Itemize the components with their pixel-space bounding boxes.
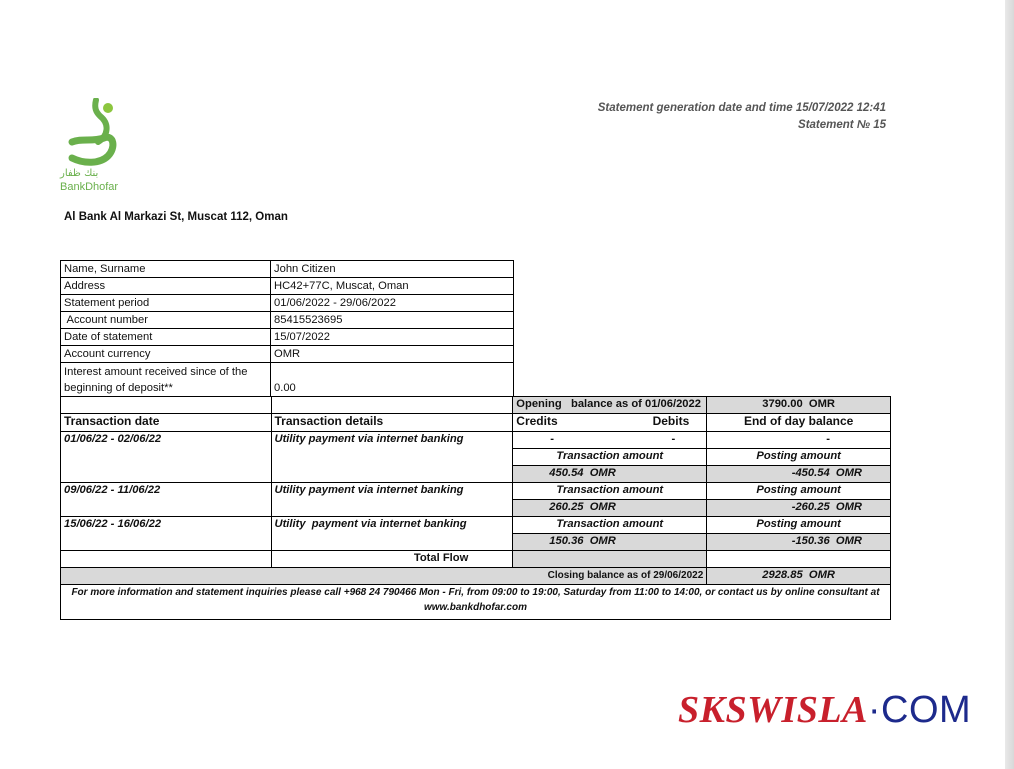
footer-row	[61, 585, 891, 620]
closing-balance: 2928.85 OMR	[707, 568, 891, 585]
footer-contact-info: For more information and statement inquiries please call +968 24 790466 Mon - Fri, from 09:00 to 19:00, Saturday from 11:00 to 14:00, or contact us by online consultant at www.bankdhofar.com	[61, 585, 891, 620]
page-edge	[1005, 0, 1014, 769]
transaction-amount: 450.54 OMR	[513, 466, 707, 483]
info-label: Address	[61, 278, 271, 295]
transaction-details: Utility payment via internet banking	[271, 483, 513, 517]
table-row	[61, 432, 891, 449]
table-row	[61, 483, 891, 500]
transaction-date: 01/06/22 - 02/06/22	[61, 432, 272, 483]
watermark	[678, 688, 971, 732]
closing-label: Closing balance as of 29/06/2022	[61, 568, 707, 585]
info-value: 15/07/2022	[271, 329, 514, 346]
info-value: John Citizen	[271, 261, 514, 278]
info-label: Statement period	[61, 295, 271, 312]
logo-name: BankDhofar	[60, 181, 119, 193]
transaction-date: 15/06/22 - 16/06/22	[61, 517, 272, 551]
col-end-of-day: End of day balance	[707, 414, 891, 432]
posting-amount: -260.25 OMR	[707, 500, 891, 517]
watermark-dot: ·	[867, 689, 882, 731]
total-flow-label: Total Flow	[271, 551, 513, 568]
transaction-amount: 260.25 OMR	[513, 500, 707, 517]
statement-header	[520, 100, 886, 134]
info-row	[61, 261, 514, 278]
transaction-date: 09/06/22 - 11/06/22	[61, 483, 272, 517]
opening-label: Opening balance as of 01/06/2022	[513, 397, 707, 414]
logo-arabic-text: بنك ظفار	[60, 168, 99, 179]
info-value: HC42+77C, Muscat, Oman	[271, 278, 514, 295]
transaction-details: Utility payment via internet banking	[271, 432, 513, 483]
opening-balance: 3790.00 OMR	[707, 397, 891, 414]
info-row	[61, 363, 514, 397]
col-credits-debits	[513, 414, 707, 432]
info-value: 85415523695	[271, 312, 514, 329]
opening-row	[61, 397, 891, 414]
total-flow-row	[61, 551, 891, 568]
transaction-amount-label: Transaction amount	[513, 449, 707, 466]
bank-address: Al Bank Al Markazi St, Muscat 112, Oman	[64, 211, 288, 223]
table-row	[61, 517, 891, 534]
eod-dash: -	[707, 432, 891, 449]
info-value: 0.00	[271, 363, 514, 397]
posting-amount-label: Posting amount	[707, 483, 891, 500]
info-row	[61, 312, 514, 329]
info-row	[61, 346, 514, 363]
posting-amount-label: Posting amount	[707, 517, 891, 534]
transaction-amount-label: Transaction amount	[513, 483, 707, 500]
posting-amount: -150.36 OMR	[707, 534, 891, 551]
generation-datetime: Statement generation date and time 15/07/2022 12:41	[597, 102, 886, 114]
watermark-tld: COM	[881, 689, 972, 731]
account-info-table	[60, 260, 514, 397]
info-label: Name, Surname	[61, 261, 271, 278]
col-transaction-details: Transaction details	[271, 414, 513, 432]
info-label: Account currency	[61, 346, 271, 363]
info-value: OMR	[271, 346, 514, 363]
credits-debits-dashes: - -	[513, 432, 707, 449]
col-debits: Debits	[652, 414, 690, 428]
info-row	[61, 278, 514, 295]
posting-amount: -450.54 OMR	[707, 466, 891, 483]
transaction-details: Utility payment via internet banking	[271, 517, 513, 551]
col-credits: Credits	[516, 414, 558, 428]
transaction-amount: 150.36 OMR	[513, 534, 707, 551]
info-label: Account number	[61, 312, 271, 329]
transaction-amount-label: Transaction amount	[513, 517, 707, 534]
closing-row	[61, 568, 891, 585]
info-row	[61, 329, 514, 346]
table-header	[61, 414, 891, 432]
watermark-brand: SKSWISLA	[678, 689, 868, 731]
info-row	[61, 295, 514, 312]
info-value: 01/06/2022 - 29/06/2022	[271, 295, 514, 312]
col-transaction-date: Transaction date	[61, 414, 272, 432]
transactions-table	[60, 396, 891, 620]
posting-amount-label: Posting amount	[707, 449, 891, 466]
statement-number: Statement № 15	[798, 119, 886, 131]
info-label: Interest amount received since of the beginning of deposit**	[61, 363, 271, 397]
info-label: Date of statement	[61, 329, 271, 346]
